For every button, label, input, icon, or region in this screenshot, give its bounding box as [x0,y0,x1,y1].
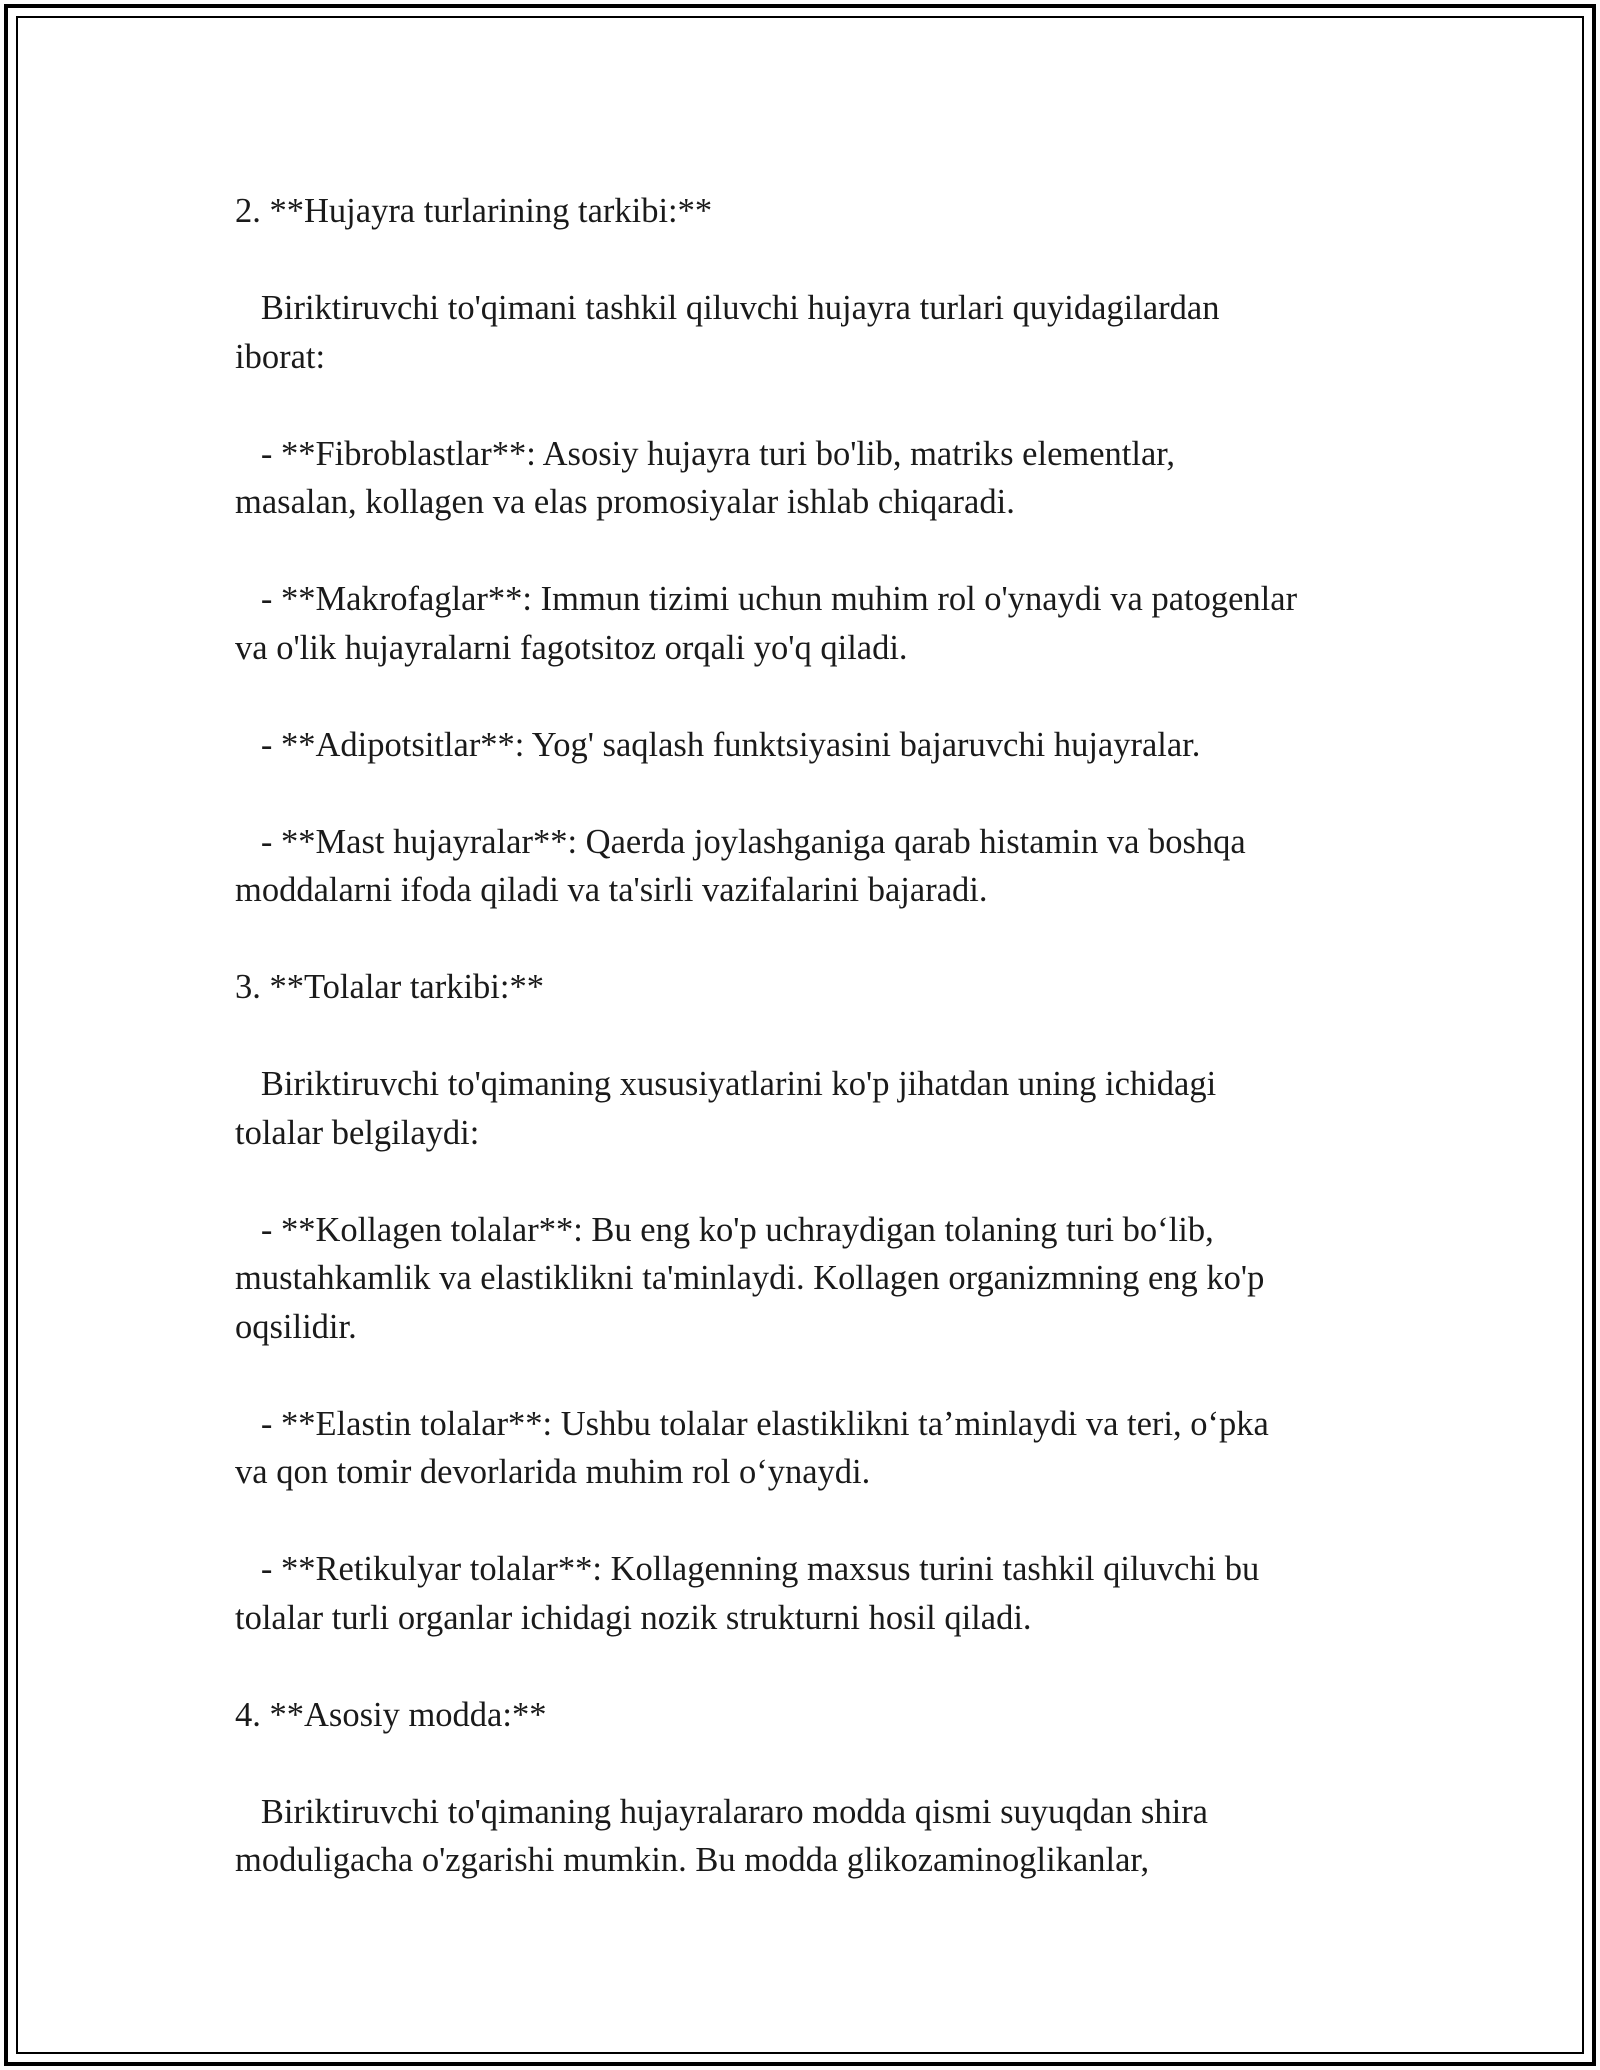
list-item [235,1545,1385,1642]
blank-line [235,1012,1385,1061]
text-line: - **Adipotsitlar**: Yog' saqlash funktsiyasini bajaruvchi hujayralar. [235,725,1201,764]
paragraph [235,284,1385,381]
list-item [235,1206,1385,1352]
document-body [235,187,1385,1885]
text-line: oqsilidir. [235,1307,357,1346]
blank-line [235,1739,1385,1788]
text-line: 4. **Asosiy modda:** [235,1695,547,1734]
list-item [235,430,1385,527]
text-line: 3. **Tolalar tarkibi:** [235,968,544,1006]
section-heading [235,1691,1385,1740]
blank-line [235,381,1385,430]
text-line: - **Fibroblastlar**: Asosiy hujayra turi bo'lib, matriks elementlar, [235,434,1176,473]
section-heading [235,963,1385,1012]
text-line: - **Mast hujayralar**: Qaerda joylashganiga qarab histamin va boshqa [235,822,1246,861]
blank-line [235,1642,1385,1691]
text-line: - **Elastin tolalar**: Ushbu tolalar elastiklikni ta’minlaydi va teri, o‘pka [235,1404,1269,1443]
text-line: tolalar turli organlar ichidagi nozik strukturni hosil qiladi. [235,1598,1032,1637]
text-line: 2. **Hujayra turlarining tarkibi:** [235,192,713,230]
paragraph [235,1060,1385,1157]
text-line: - **Makrofaglar**: Immun tizimi uchun muhim rol o'ynaydi va patogenlar [235,580,1298,618]
text-line: moddalarni ifoda qiladi va ta'sirli vazifalarini bajaradi. [235,871,988,909]
section-heading [235,187,1385,236]
blank-line [235,769,1385,818]
text-line: moduligacha o'zgarishi mumkin. Bu modda glikozaminoglikanlar, [235,1841,1150,1879]
text-line: iborat: [235,337,326,376]
list-item [235,721,1385,770]
text-line: Biriktiruvchi to'qimani tashkil qiluvchi hujayra turlari quyidagilardan [235,289,1220,327]
text-line: tolalar belgilaydi: [235,1113,480,1152]
paragraph [235,1788,1385,1885]
text-line: Biriktiruvchi to'qimaning hujayralararo modda qismi suyuqdan shira [235,1792,1208,1831]
list-item [235,575,1385,672]
list-item [235,1400,1385,1497]
blank-line [235,1157,1385,1206]
text-line: - **Retikulyar tolalar**: Kollagenning maxsus turini tashkil qiluvchi bu [235,1550,1260,1588]
blank-line [235,236,1385,285]
blank-line [235,915,1385,964]
text-line: va o'lik hujayralarni fagotsitoz orqali yo'q qiladi. [235,628,908,667]
text-line: - **Kollagen tolalar**: Bu eng ko'p uchraydigan tolaning turi bo‘lib, [235,1210,1214,1249]
text-line: mustahkamlik va elastiklikni ta'minlaydi. Kollagen organizmning eng ko'p [235,1259,1265,1297]
text-line: Biriktiruvchi to'qimaning xususiyatlarini ko'p jihatdan uning ichidagi [235,1065,1217,1103]
text-line: masalan, kollagen va elas promosiyalar ishlab chiqaradi. [235,483,1015,521]
blank-line [235,527,1385,576]
list-item [235,818,1385,915]
blank-line [235,1351,1385,1400]
blank-line [235,672,1385,721]
text-line: va qon tomir devorlarida muhim rol o‘ynaydi. [235,1453,871,1491]
blank-line [235,1497,1385,1546]
